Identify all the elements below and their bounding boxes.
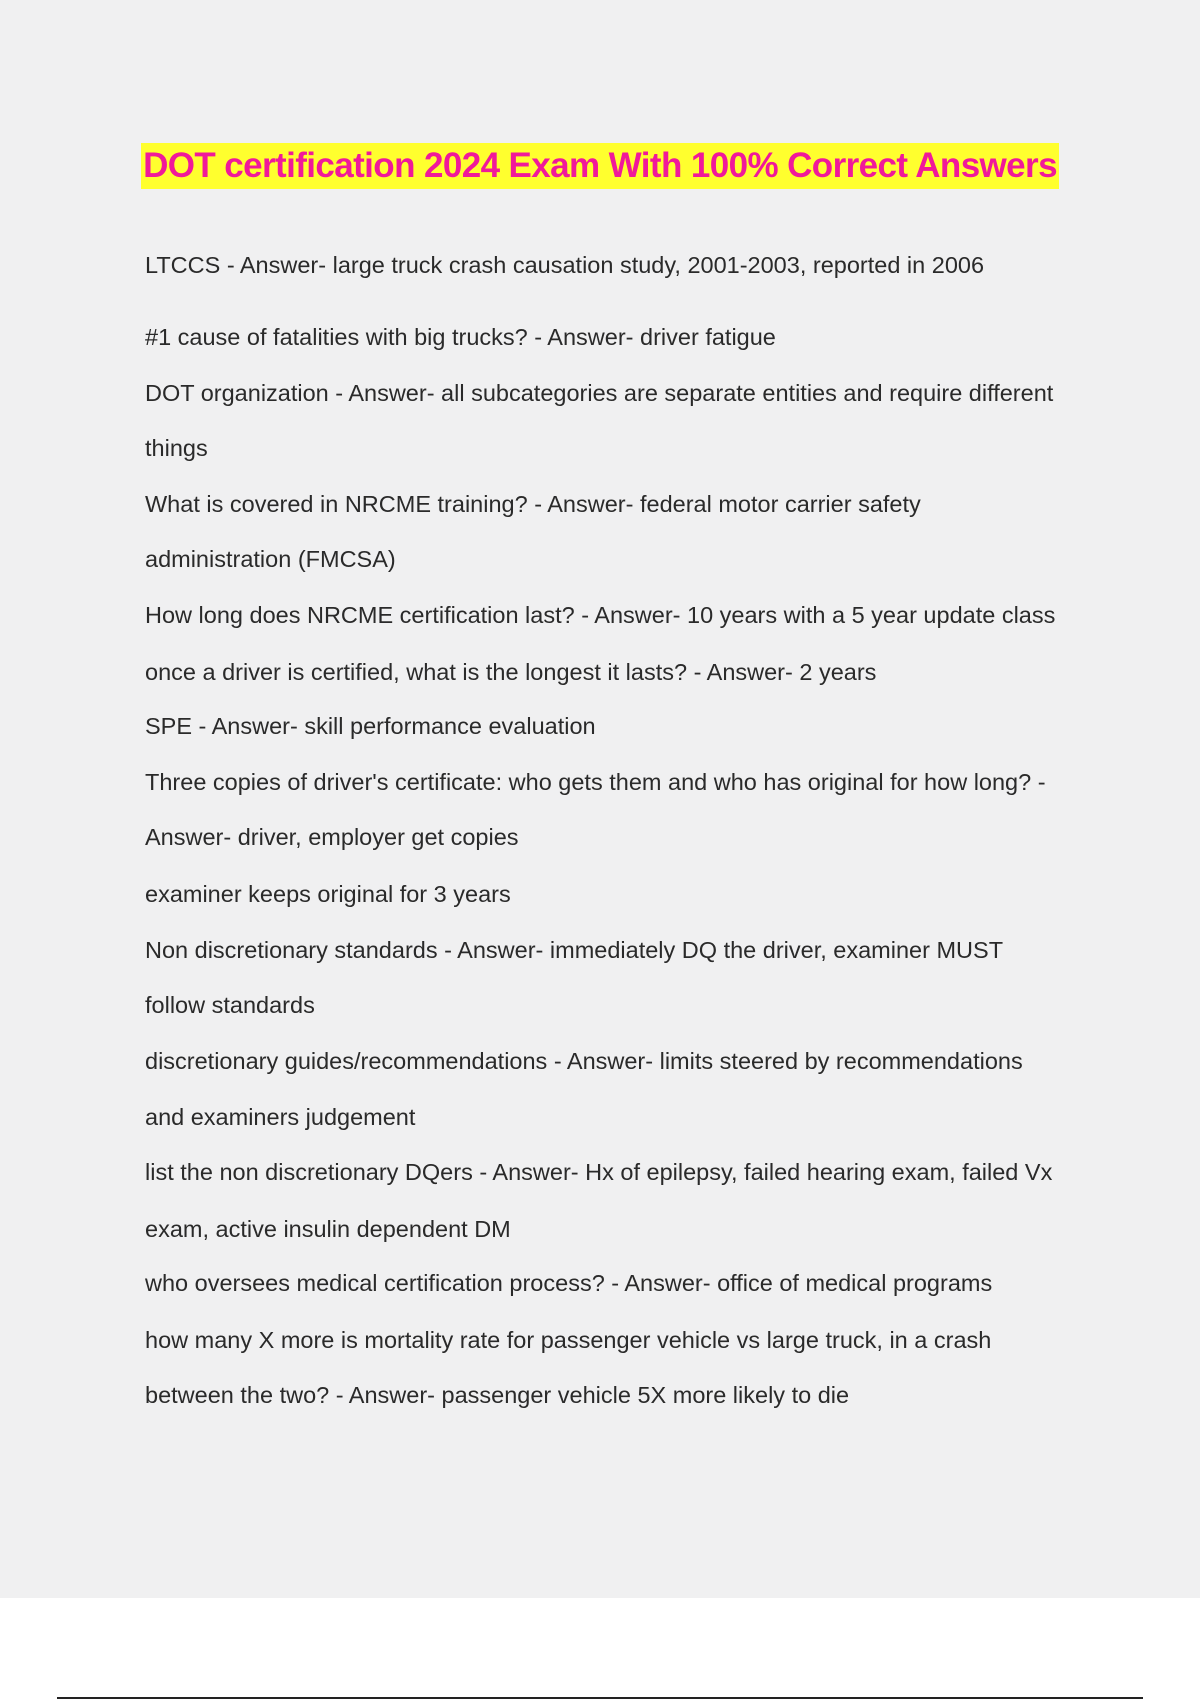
text-line: list the non discretionary DQers - Answer- Hx of epilepsy, failed hearing exam, failed Vx xyxy=(145,1159,1053,1185)
text-line: and examiners judgement xyxy=(145,1104,416,1130)
document-title: DOT certification 2024 Exam With 100% Correct Answers xyxy=(141,143,1059,189)
text-line: Non discretionary standards - Answer- immediately DQ the driver, examiner MUST xyxy=(145,937,1004,963)
text-line: discretionary guides/recommendations - Answer- limits steered by recommendations xyxy=(145,1048,1023,1074)
text-line: follow standards xyxy=(145,992,315,1018)
text-line: once a driver is certified, what is the longest it lasts? - Answer- 2 years xyxy=(145,659,877,685)
text-line: LTCCS - Answer- large truck crash causation study, 2001-2003, reported in 2006 xyxy=(145,252,985,278)
text-line: Three copies of driver's certificate: who gets them and who has original for how long? - xyxy=(145,769,1046,795)
text-line: things xyxy=(145,435,208,461)
text-line: examiner keeps original for 3 years xyxy=(145,881,511,907)
text-line: DOT organization - Answer- all subcategories are separate entities and require different xyxy=(145,380,1054,406)
page-bottom-divider xyxy=(57,1697,1143,1699)
text-line: how many X more is mortality rate for passenger vehicle vs large truck, in a crash xyxy=(145,1327,992,1353)
text-line: administration (FMCSA) xyxy=(145,546,396,572)
text-line: between the two? - Answer- passenger vehicle 5X more likely to die xyxy=(145,1382,850,1408)
text-line: How long does NRCME certification last? - Answer- 10 years with a 5 year update class xyxy=(145,602,1056,628)
text-line: #1 cause of fatalities with big trucks? - Answer- driver fatigue xyxy=(145,324,776,350)
title-container xyxy=(0,143,1200,189)
text-line: SPE - Answer- skill performance evaluation xyxy=(145,713,596,739)
text-line: What is covered in NRCME training? - Answer- federal motor carrier safety xyxy=(145,491,921,517)
text-line: Answer- driver, employer get copies xyxy=(145,824,519,850)
text-line: exam, active insulin dependent DM xyxy=(145,1216,511,1242)
text-line: who oversees medical certification process? - Answer- office of medical programs xyxy=(145,1270,993,1296)
